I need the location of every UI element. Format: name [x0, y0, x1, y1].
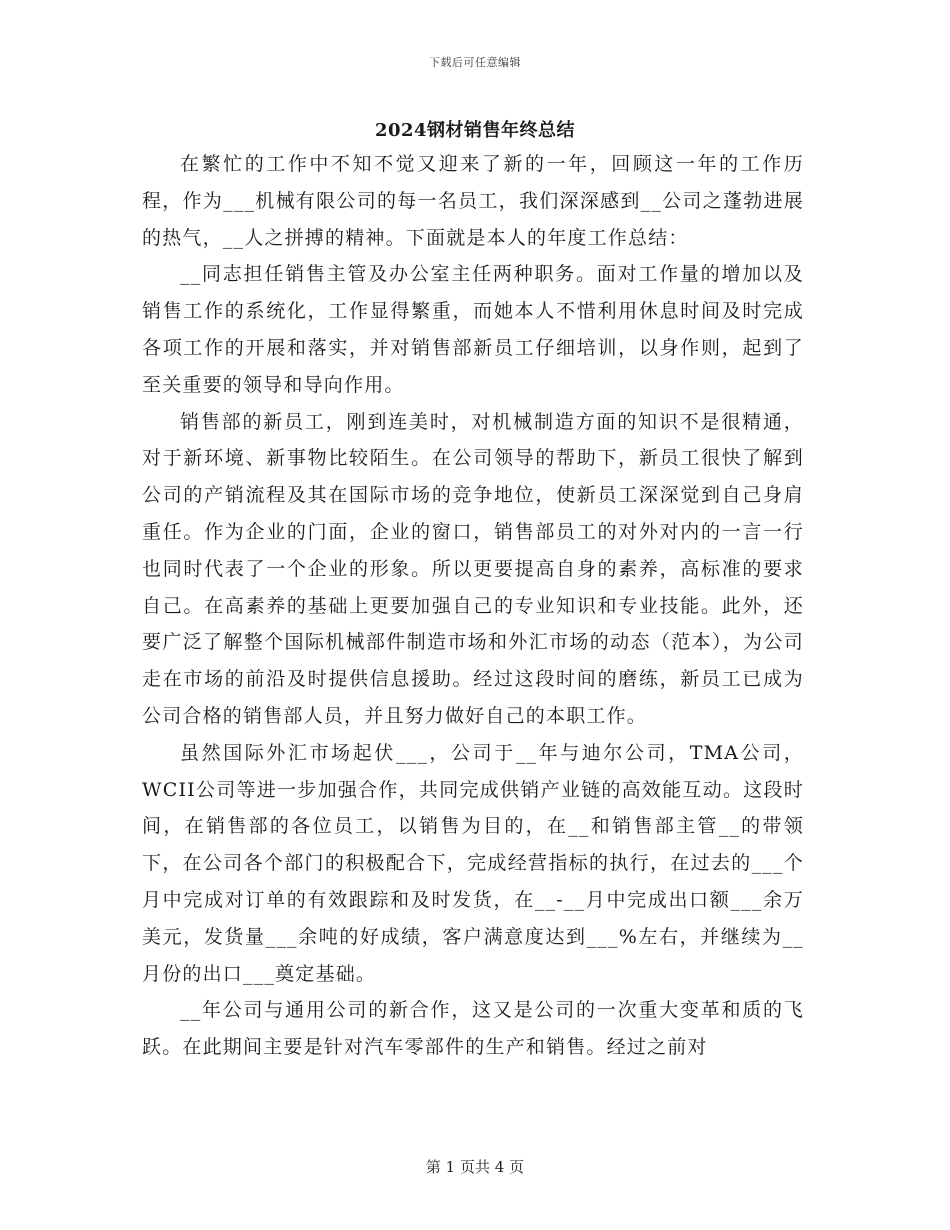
paragraph: 在繁忙的工作中不知不觉又迎来了新的一年，回顾这一年的工作历程，作为___机械有限公司的每一名员工，我们深深感到__公司之蓬勃进展的热气，__人之拼搏的精神。下面就是本人的年度工作总结：	[142, 153, 804, 249]
page-number: 第 1 页共 4 页	[425, 1158, 525, 1176]
document-title: 2024钢材销售年终总结	[374, 120, 576, 141]
paragraph: __同志担任销售主管及办公室主任两种职务。面对工作量的增加以及销售工作的系统化，工作显得繁重，而她本人不惜利用休息时间及时完成各项工作的开展和落实，并对销售部新员工仔细培训，以身作则，起到了至关重要的领导和导向作用。	[142, 263, 804, 396]
paragraph: 销售部的新员工，刚到连美时，对机械制造方面的知识不是很精通，对于新环境、新事物比较陌生。在公司领导的帮助下，新员工很快了解到公司的产销流程及其在国际市场的竞争地位，使新员工深深觉到自己身肩重任。作为企业的门面，企业的窗口，销售部员工的对外对内的一言一行也同时代表了一个企业的形象。所以更要提高自身的素养，高标准的要求自己。在高素养的基础上更要加强自己的专业知识和专业技能。此外，还要广泛了解整个国际机械部件制造市场和外汇市场的动态（范本），为公司走在市场的前沿及时提供信息援助。经过这段时间的磨练，新员工已成为公司合格的销售部人员，并且努力做好自己的本职工作。	[142, 410, 804, 727]
page-header-note: 下载后可任意编辑	[429, 56, 521, 69]
paragraph: __年公司与通用公司的新合作，这又是公司的一次重大变革和质的飞跃。在此期间主要是针对汽车零部件的生产和销售。经过之前对	[142, 999, 804, 1059]
document-body	[142, 146, 804, 1066]
paragraph: 虽然国际外汇市场起伏___，公司于__年与迪尔公司，TMA公司，WCII公司等进一步加强合作，共同完成供销产业链的高效能互动。这段时间，在销售部的各位员工，以销售为目的，在__和销售部主管__的带领下，在公司各个部门的积极配合下，完成经营指标的执行，在过去的___个月中完成对订单的有效跟踪和及时发货，在__-__月中完成出口额___余万美元，发货量___余吨的好成绩，客户满意度达到___%左右，并继续为__月份的出口___奠定基础。	[142, 741, 804, 985]
